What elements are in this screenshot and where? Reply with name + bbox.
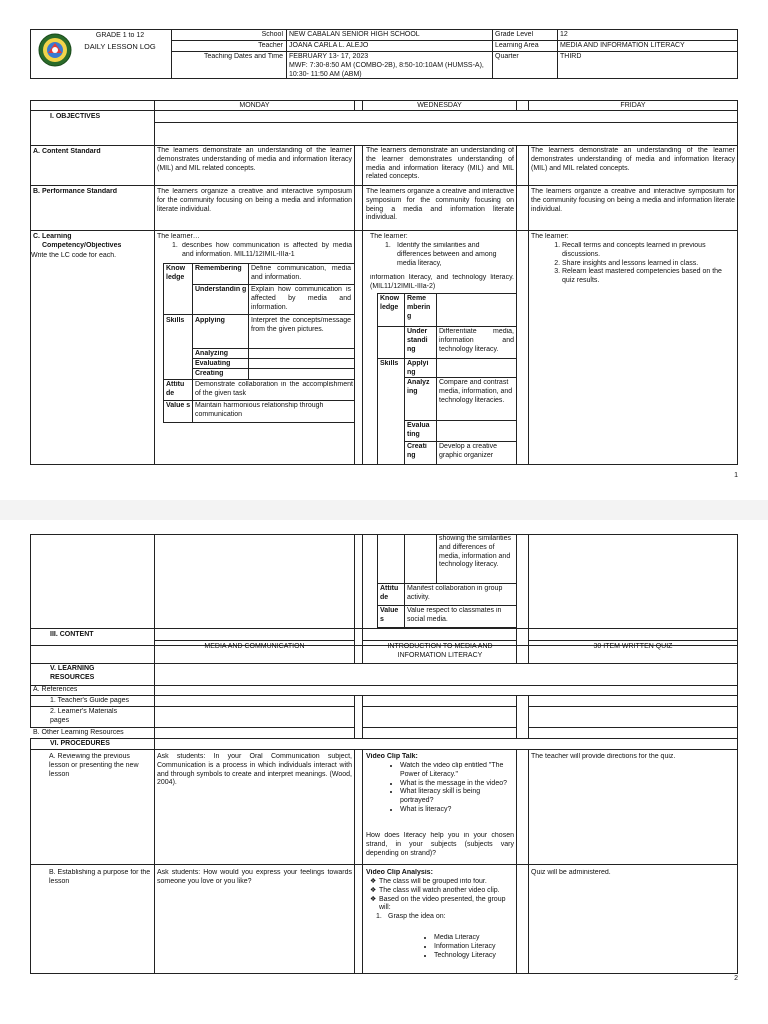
time-value: MWF: 7:30-8:50 AM (COMBO-2B), 8:50-10:10AM (HUMSS-A), 10:30- 11:50 AM (ABM) (289, 62, 484, 78)
proc-a-mon: Ask students: In your Oral Communication subject, Communication is a process in which individuals interact with and through symbols to create and interpret meanings. (Wood, 2004). (157, 753, 352, 787)
list-item: • What is literacy? (400, 806, 514, 815)
wed-values: Value s (380, 607, 399, 623)
competency-mon-item: 1. describes how communication is affected by media and information. MIL11/12IMIL-IIIa-1 (172, 242, 352, 258)
proc-a-wed-question: How does literacy help you in your chosen strand, in your subjects (subjects vary depending on strand)? (366, 832, 514, 857)
wed-creating: Creati ng (407, 443, 427, 459)
content-fri: 30 ITEM WRITTEN QUIZ (593, 643, 673, 650)
competency-label-3: Write the LC code for each. (31, 252, 117, 259)
competency-wed-item: 1. Identify the similarities and differences between and among media literacy, (385, 242, 497, 267)
mon-knowledge: Know ledge (166, 265, 186, 281)
school-label: School (261, 31, 283, 38)
wed-understanding: Under standi ng (407, 328, 428, 353)
list-item-text: Grasp the idea on: (388, 913, 446, 920)
proc-b-mon: Ask students: How would you express your feelings towards someone you love or you like? (157, 869, 352, 885)
competency-label-2: Competency/Objectives (42, 242, 122, 249)
list-item-text: The class will watch another video clip. (379, 886, 500, 894)
list-item-text: Based on the video presented, the group will: (379, 895, 506, 912)
lm-label: 2. Learner's Materials pages (50, 708, 118, 724)
mon-creating: Creating (195, 370, 224, 377)
perf-std-fri: The learners organize a creative and interactive symposium for the community focusing on being a media and information literate individual. (531, 188, 735, 213)
competency-fri-list (540, 242, 730, 286)
competency-mon-item-text: describes how communication is affected by media and information. MIL11/12IMIL-IIIa-1 (182, 242, 352, 258)
wed-evaluating: Evalua ting (407, 422, 430, 438)
list-item: • Information Literacy (434, 943, 515, 952)
proc-b-wed-sublist (420, 934, 515, 960)
diamond-bullet-icon: ❖ (370, 895, 377, 903)
dll-title: DAILY LESSON LOG (84, 42, 156, 51)
wed-attitude: Attitu de (380, 585, 399, 601)
list-item: • Media Literacy (434, 934, 515, 943)
wed-remembering-text-cell (436, 293, 517, 327)
diamond-bullet-icon: ❖ (370, 886, 377, 894)
proc-b-wed-list (370, 878, 514, 922)
mon-understanding-text: Explain how communication is affected by media and information. (251, 286, 351, 311)
proc-a-label: A. Reviewing the previous lesson or presenting the new lesson (49, 753, 139, 778)
wed-applying: Applyi ng (407, 360, 429, 376)
content-std-fri: The learners demonstrate an understanding of the learner demonstrates understanding of media and information literacy (MIL) and MIL related concepts. (531, 147, 735, 172)
refs-label: A. References (33, 686, 78, 693)
list-item: • Technology Literacy (434, 952, 515, 961)
wednesday-header: WEDNESDAY (417, 102, 462, 109)
content-label: III. CONTENT (50, 631, 94, 638)
grade-range: GRADE 1 to 12 (95, 32, 145, 39)
list-item-text: The class will be grouped into four. (379, 878, 487, 885)
competency-wed-item-text: Identify the similarities and differences between and among media literacy, (397, 242, 497, 267)
proc-b-wed-title: Video Clip Analysis: (366, 869, 433, 876)
proc-a-fri: The teacher will provide directions for the quiz. (531, 753, 676, 760)
lm-mon (154, 706, 355, 728)
list-item: • Watch the video clip entitled "The Power of Literacy." (400, 762, 514, 780)
wed-creating-text: Develop a creative graphic organizer (439, 443, 497, 459)
wed-skills-cell (377, 358, 405, 465)
school-value: NEW CABALAN SENIOR HIGH SCHOOL (289, 31, 420, 38)
competency-mon-intro: The learner… (157, 233, 200, 240)
list-item (370, 887, 514, 896)
proc-b-label: B. Establishing a purpose for the lesson (49, 869, 151, 885)
list-item: • What literacy skill is being portrayed? (400, 788, 514, 806)
friday-header: FRIDAY (620, 102, 646, 109)
mon-applying-text: Interpret the concepts/message from the given pictures. (251, 317, 351, 333)
wed-remembering: Reme mberin g (407, 295, 431, 320)
mon-remembering: Remembering (195, 265, 242, 272)
mon-analyzing: Analyzing (195, 350, 229, 357)
quarter-value: THIRD (560, 53, 582, 60)
mon-attitude: Attitu de (166, 381, 185, 397)
grade-level-value: 12 (560, 31, 568, 38)
monday-header: MONDAY (239, 102, 270, 109)
list-item: • What is the message in the video? (400, 780, 514, 789)
wed-skills: Skills (380, 360, 399, 367)
resources-label: V. LEARNING RESOURCES (50, 665, 95, 681)
mon-evaluating: Evaluating (195, 360, 231, 367)
list-item: 3. Relearn least mastered competencies based on the quiz results. (562, 268, 730, 286)
list-item (370, 896, 514, 914)
content-std-label: A. Content Standard (33, 148, 101, 155)
wed-knowledge-spacer (377, 326, 405, 359)
wed-values-text: Value respect to classmates in social media. (407, 607, 502, 623)
mon-values-text: Maintain harmonious relationship through communication (195, 402, 324, 418)
proc-a-wed-list (386, 762, 514, 815)
quarter-label: Quarter (495, 53, 519, 60)
mon-attitude-text: Demonstrate collaboration in the accomplishment of the given task (195, 381, 353, 397)
mon-understanding: Understandin g (195, 286, 247, 293)
mon-applying: Applying (195, 317, 225, 324)
dates-label: Teaching Dates and Time (204, 53, 283, 60)
mon-skills: Skills (166, 317, 185, 324)
page-number: 2 (734, 975, 738, 982)
page-gap (0, 500, 768, 520)
proc-b-fri: Quiz will be administered. (531, 869, 611, 876)
wed-knowledge: Know ledge (380, 295, 400, 311)
other-resources-label: B. Other Learning Resources (33, 729, 124, 736)
mon-remembering-text: Define communication, media and information. (251, 265, 351, 281)
competency-fri-intro: The learner: (531, 233, 569, 240)
list-item: 2. Share insights and lessons learned in class. (562, 260, 730, 269)
competency-wed-intro: The learner: (370, 233, 408, 240)
grade-level-label: Grade Level (495, 31, 534, 38)
perf-std-mon: The learners organize a creative and interactive symposium for the community focusing on being a media and information literate individual. (157, 188, 352, 213)
content-std-wed: The learners demonstrate an understanding of the learner demonstrates understanding of media and information literacy (MIL) and MIL related concepts. (366, 147, 514, 181)
quarter-value-cell (557, 51, 738, 79)
competency-label-cell (30, 230, 155, 465)
objectives-row-b (154, 122, 738, 146)
content-mon: MEDIA AND COMMUNICATION (204, 643, 305, 650)
wed-creating-cont (404, 534, 437, 584)
wed-attitude-text: Manifest collaboration in group activity. (407, 585, 503, 601)
page-2 (0, 520, 768, 1024)
competency-label-1: C. Learning (33, 233, 72, 240)
content-wed: INTRODUCTION TO MEDIA AND INFORMATION LITERACY (387, 643, 493, 659)
dates-value: FEBRUARY 13- 17, 2023 (289, 53, 369, 60)
competency-wed-cont: information literacy, and technology literacy. (MIL11/12IMIL-IIIa-2) (370, 274, 514, 290)
resources-row (154, 663, 738, 686)
mon-values: Value s (166, 402, 191, 409)
area-label: Learning Area (495, 42, 539, 49)
perf-std-label: B. Performance Standard (33, 188, 118, 195)
wed-understanding-text: Differentiate media, information and technology literacy. (439, 328, 514, 353)
teacher-label: Teacher (258, 42, 283, 49)
tg-label: 1. Teacher's Guide pages (50, 697, 130, 704)
perf-std-wed: The learners organize a creative and interactive symposium for the community focusing on being a media and information literate individual. (366, 188, 514, 222)
proc-a-fri-cell (528, 749, 738, 865)
wed-applying-text-cell (436, 358, 517, 378)
proc-a-wed-title: Video Clip Talk: (366, 753, 418, 760)
list-item (370, 878, 514, 887)
lm-fri (528, 706, 738, 728)
wed-evaluating-text-cell (436, 420, 517, 442)
wed-creating-text-2: showing the similarities and differences of media, information and technology literacy. (439, 535, 511, 569)
objectives-label: I. OBJECTIVES (50, 113, 101, 120)
area-value: MEDIA AND INFORMATION LITERACY (560, 42, 685, 49)
wed-skills-cont (377, 534, 405, 584)
list-item: 1. Grasp the idea on: (376, 913, 446, 920)
proc-b-fri-cell (528, 864, 738, 974)
teacher-value: JOANA CARLA L. ALEJO (289, 42, 369, 49)
page-number: 1 (734, 472, 738, 479)
wed-analyzing: Analyz ing (407, 379, 430, 395)
page-1 (0, 0, 768, 500)
wed-analyzing-text: Compare and contrast media, information, and technology literacies. (439, 379, 513, 404)
diamond-bullet-icon: ❖ (370, 878, 377, 885)
procedures-label: VI. PROCEDURES (50, 740, 110, 747)
lm-wed (362, 706, 517, 728)
content-std-mon: The learners demonstrate an understanding of the learner demonstrates understanding of media and information literacy (MIL) and MIL related concepts. (157, 147, 352, 172)
list-item: 1. Recall terms and concepts learned in previous discussions. (562, 242, 730, 260)
